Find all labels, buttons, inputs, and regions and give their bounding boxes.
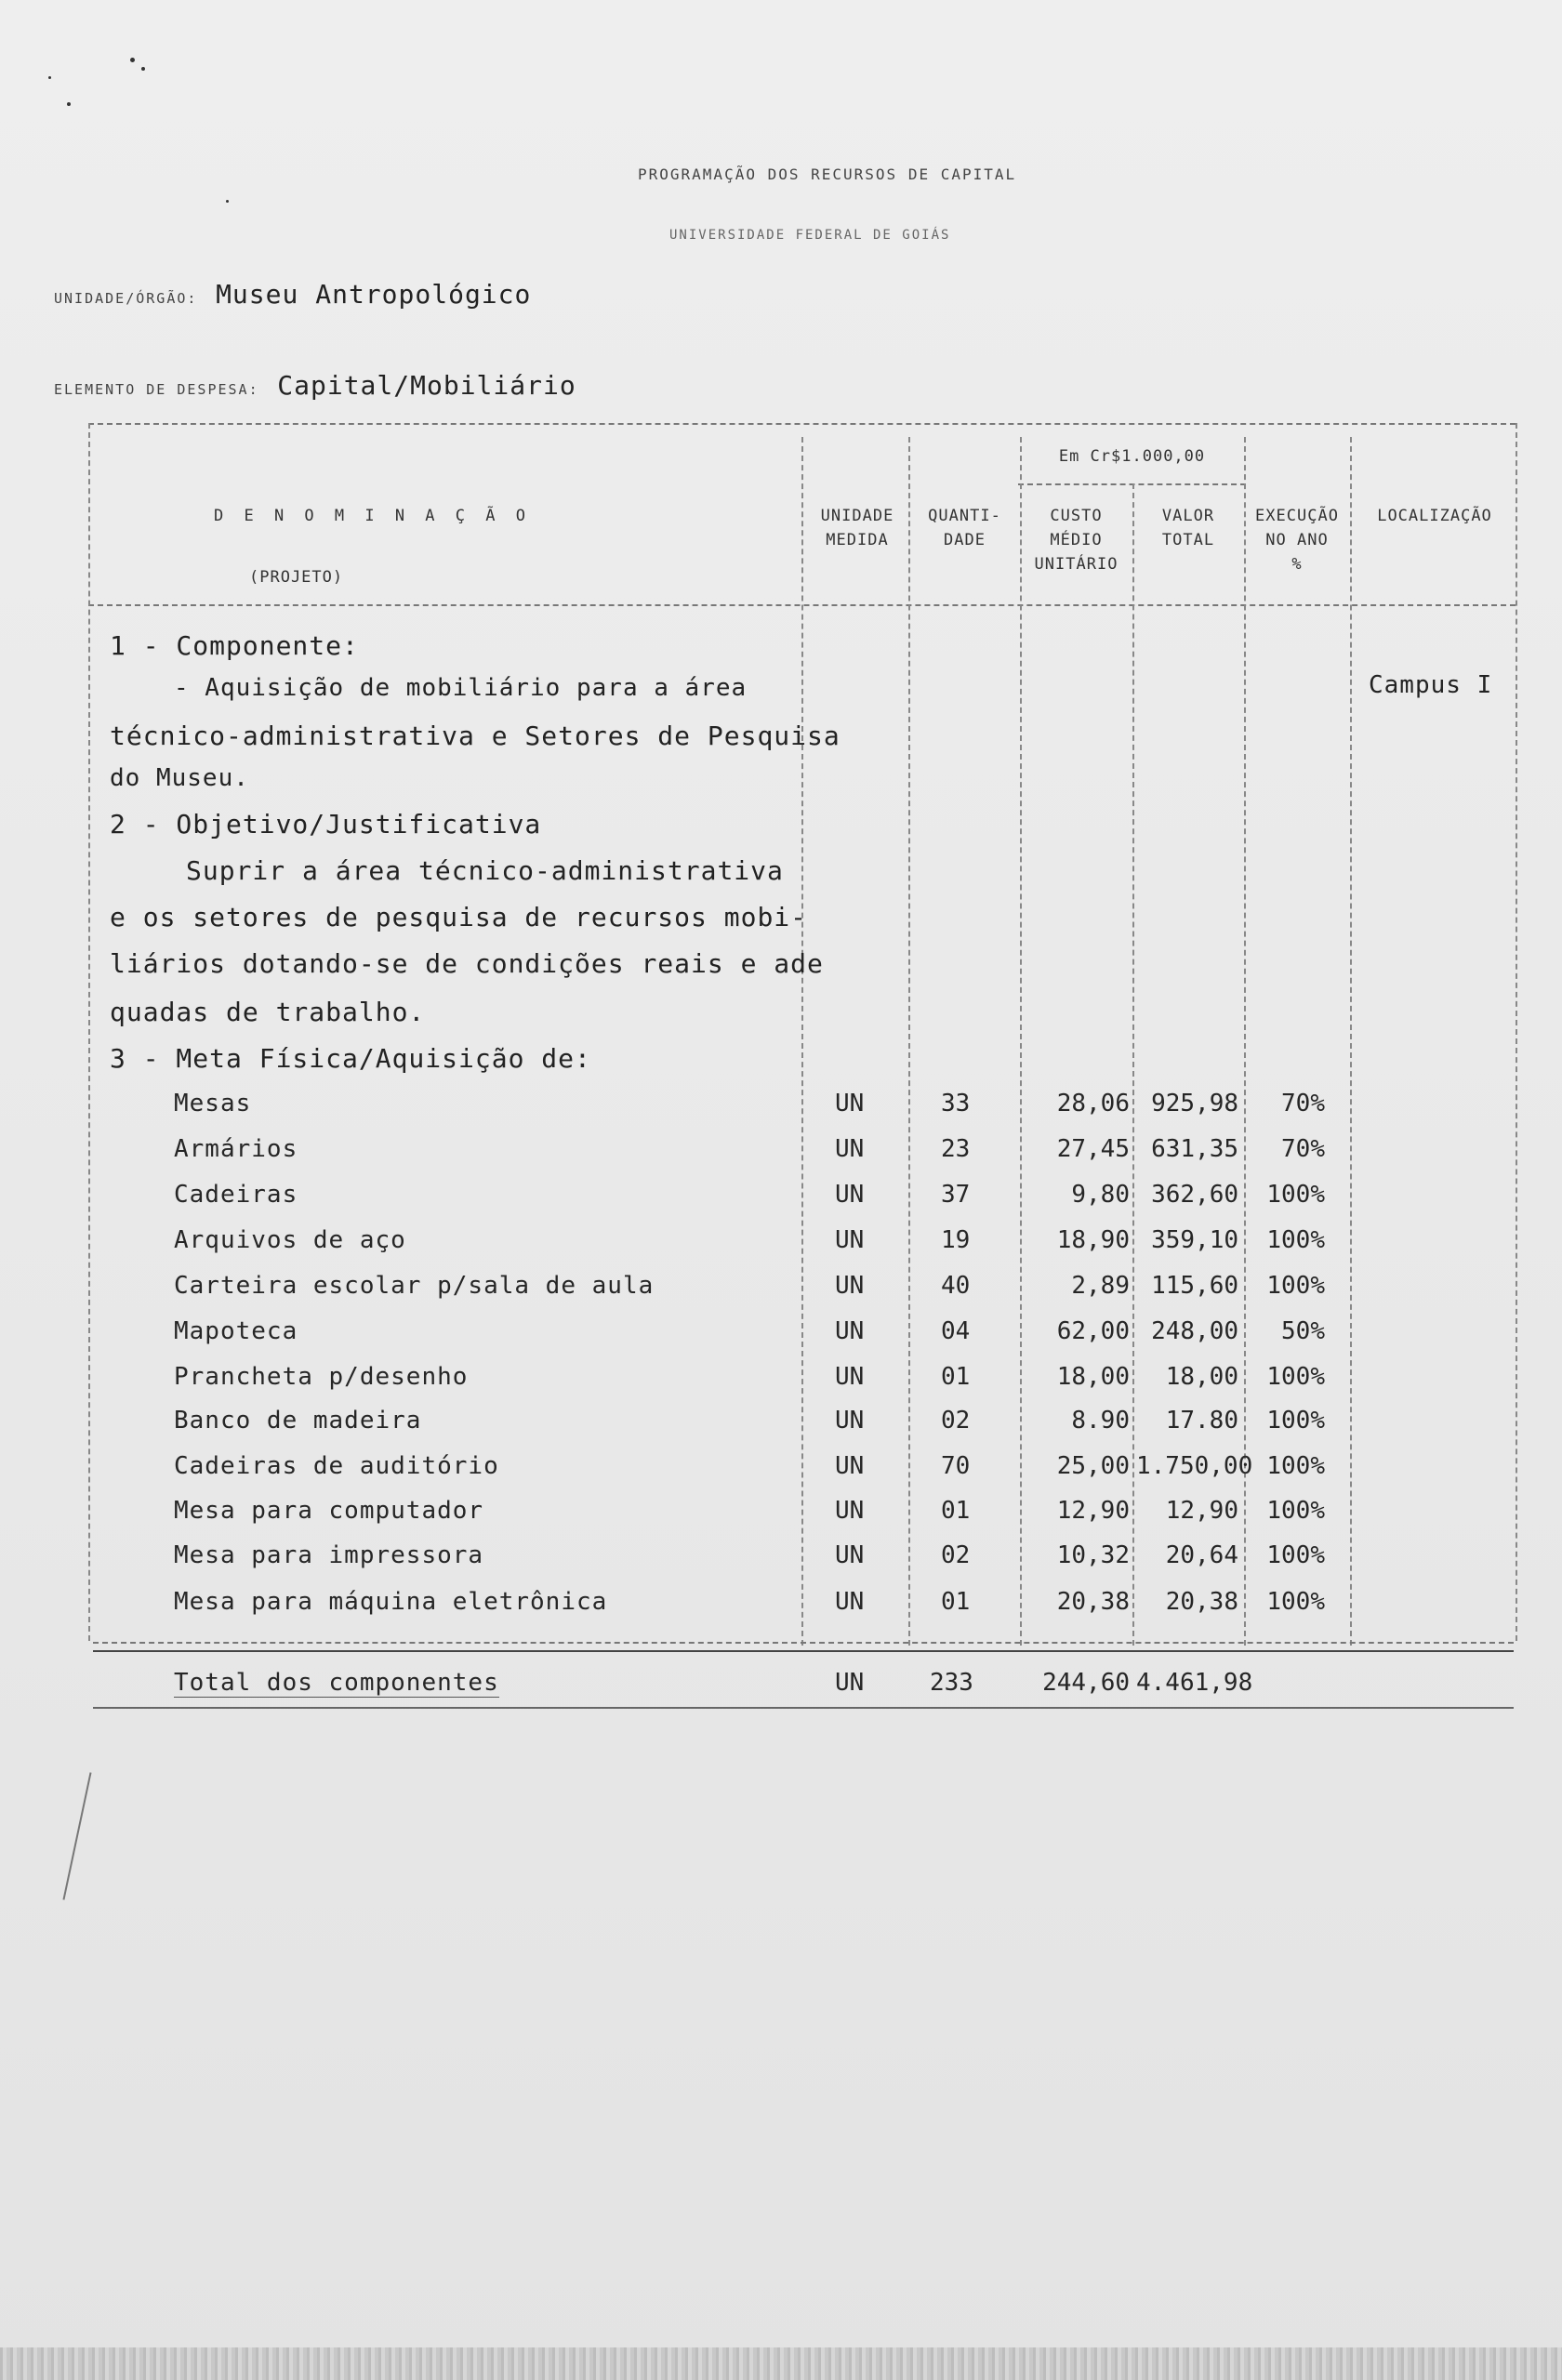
- item-cost: 27,45: [1056, 1135, 1130, 1163]
- item-total: 359,10: [1151, 1226, 1238, 1254]
- item-exec: 100%: [1266, 1541, 1325, 1569]
- item-exec: 70%: [1281, 1135, 1325, 1163]
- item-cost: 9,80: [1071, 1181, 1130, 1209]
- header-custo: [1023, 504, 1130, 576]
- item-total: 925,98: [1151, 1090, 1238, 1117]
- item-qty: 19: [941, 1226, 971, 1254]
- header-custo-line1: CUSTO: [1050, 507, 1103, 525]
- componente-line: técnico-administrativa e Setores de Pesquisa: [110, 721, 841, 751]
- header-localizacao: LOCALIZAÇÃO: [1377, 507, 1492, 525]
- doc-title: PROGRAMAÇÃO DOS RECURSOS DE CAPITAL: [638, 165, 1017, 183]
- item-name: Cadeiras de auditório: [174, 1452, 499, 1480]
- item-exec: 100%: [1266, 1407, 1325, 1435]
- item-cost: 18,90: [1056, 1226, 1130, 1254]
- header-denominacao: D E N O M I N A Ç Ã O: [214, 507, 531, 525]
- header-valor-line1: VALOR: [1161, 507, 1215, 525]
- item-qty: 37: [941, 1181, 971, 1209]
- item-exec: 100%: [1266, 1272, 1325, 1300]
- item-qty: 01: [941, 1363, 971, 1391]
- table-row: [0, 1497, 1562, 1534]
- header-projeto: (PROJETO): [249, 568, 344, 587]
- item-qty: 70: [941, 1452, 971, 1480]
- item-unit: UN: [835, 1317, 865, 1345]
- item-total: 12,90: [1165, 1497, 1238, 1525]
- item-qty: 33: [941, 1090, 971, 1117]
- total-label: Total dos componentes: [174, 1669, 499, 1697]
- item-name: Arquivos de aço: [174, 1226, 406, 1254]
- item-name: Mapoteca: [174, 1317, 298, 1345]
- table-row: [0, 1363, 1562, 1400]
- item-name: Armários: [174, 1135, 298, 1163]
- table-row: [0, 1452, 1562, 1489]
- table-row: [0, 1407, 1562, 1444]
- item-name: Mesas: [174, 1090, 252, 1117]
- item-name: Prancheta p/desenho: [174, 1363, 469, 1391]
- item-qty: 23: [941, 1135, 971, 1163]
- header-execucao-line1: EXECUÇÃO: [1255, 507, 1339, 525]
- item-cost: 25,00: [1056, 1452, 1130, 1480]
- item-unit: UN: [835, 1588, 865, 1616]
- table-row: [0, 1135, 1562, 1172]
- item-unit: UN: [835, 1363, 865, 1391]
- objetivo-line: quadas de trabalho.: [110, 997, 426, 1027]
- header-execucao: [1246, 504, 1348, 576]
- item-cost: 2,89: [1071, 1272, 1130, 1300]
- header-unidade-line2: MEDIDA: [826, 531, 889, 549]
- header-custo-line3: UNITÁRIO: [1034, 555, 1119, 574]
- table-row: [0, 1541, 1562, 1579]
- total-value: 4.461,98: [1136, 1669, 1253, 1697]
- item-unit: UN: [835, 1135, 865, 1163]
- table-row: [0, 1588, 1562, 1625]
- item-unit: UN: [835, 1452, 865, 1480]
- doc-subtitle: UNIVERSIDADE FEDERAL DE GOIÁS: [669, 228, 951, 243]
- total-qty: 233: [930, 1669, 973, 1697]
- header-execucao-line3: %: [1291, 555, 1303, 574]
- element-label: ELEMENTO DE DESPESA:: [54, 381, 259, 398]
- item-name: Mesa para impressora: [174, 1541, 484, 1569]
- item-total: 20,64: [1165, 1541, 1238, 1569]
- item-exec: 50%: [1281, 1317, 1325, 1345]
- item-total: 631,35: [1151, 1135, 1238, 1163]
- meta-title: 3 - Meta Física/Aquisição de:: [110, 1043, 591, 1074]
- item-name: Carteira escolar p/sala de aula: [174, 1272, 655, 1300]
- item-exec: 100%: [1266, 1588, 1325, 1616]
- objetivo-line: Suprir a área técnico-administrativa: [186, 855, 784, 886]
- item-qty: 04: [941, 1317, 971, 1345]
- scan-edge-strip: [0, 2347, 1562, 2380]
- total-separator-solid: [93, 1650, 1514, 1652]
- scan-speck: [67, 102, 71, 106]
- item-qty: 01: [941, 1588, 971, 1616]
- item-exec: 100%: [1266, 1497, 1325, 1525]
- scan-speck: [141, 67, 145, 71]
- item-cost: 18,00: [1056, 1363, 1130, 1391]
- element-value: Capital/Mobiliário: [277, 370, 576, 401]
- item-unit: UN: [835, 1497, 865, 1525]
- item-qty: 01: [941, 1497, 971, 1525]
- scan-speck: [130, 58, 135, 62]
- element-row: [54, 370, 576, 401]
- item-exec: 100%: [1266, 1226, 1325, 1254]
- item-name: Banco de madeira: [174, 1407, 422, 1435]
- item-exec: 100%: [1266, 1181, 1325, 1209]
- header-quantidade: [916, 504, 1013, 552]
- item-cost: 8.90: [1071, 1407, 1130, 1435]
- stray-pen-mark: [62, 1772, 91, 1899]
- table-row: [0, 1272, 1562, 1309]
- item-unit: UN: [835, 1226, 865, 1254]
- item-total: 1.750,00: [1136, 1452, 1253, 1480]
- componente-title: 1 - Componente:: [110, 630, 359, 661]
- item-qty: 02: [941, 1407, 971, 1435]
- table-row: [0, 1317, 1562, 1355]
- total-row: [0, 1669, 1562, 1706]
- unit-row: [54, 279, 531, 310]
- scan-speck: [226, 200, 229, 203]
- item-cost: 20,38: [1056, 1588, 1130, 1616]
- total-unit: UN: [835, 1669, 865, 1697]
- unit-value: Museu Antropológico: [216, 279, 532, 310]
- item-cost: 62,00: [1056, 1317, 1130, 1345]
- item-unit: UN: [835, 1181, 865, 1209]
- unit-label: UNIDADE/ÓRGÃO:: [54, 290, 198, 307]
- header-unidade: [811, 504, 904, 552]
- item-exec: 100%: [1266, 1452, 1325, 1480]
- table-row: [0, 1181, 1562, 1218]
- total-cost: 244,60: [1042, 1669, 1130, 1697]
- objetivo-title: 2 - Objetivo/Justificativa: [110, 809, 542, 840]
- item-name: Mesa para máquina eletrônica: [174, 1588, 608, 1616]
- item-cost: 12,90: [1056, 1497, 1130, 1525]
- item-total: 115,60: [1151, 1272, 1238, 1300]
- objetivo-line: e os setores de pesquisa de recursos mobi-: [110, 902, 808, 932]
- item-total: 362,60: [1151, 1181, 1238, 1209]
- item-exec: 70%: [1281, 1090, 1325, 1117]
- header-execucao-line2: NO ANO: [1265, 531, 1329, 549]
- componente-line: - Aquisição de mobiliário para a área: [174, 674, 748, 702]
- item-unit: UN: [835, 1407, 865, 1435]
- table-row: [0, 1226, 1562, 1263]
- header-valor: [1136, 504, 1240, 552]
- item-exec: 100%: [1266, 1363, 1325, 1391]
- item-total: 17.80: [1165, 1407, 1238, 1435]
- item-name: Mesa para computador: [174, 1497, 484, 1525]
- item-qty: 40: [941, 1272, 971, 1300]
- header-quantidade-line2: DADE: [944, 531, 986, 549]
- header-currency: Em Cr$1.000,00: [1058, 447, 1206, 466]
- item-unit: UN: [835, 1541, 865, 1569]
- scan-speck: [48, 76, 51, 79]
- item-unit: UN: [835, 1090, 865, 1117]
- componente-line: do Museu.: [110, 764, 249, 792]
- table-top-border: [88, 423, 1516, 425]
- header-valor-line2: TOTAL: [1161, 531, 1215, 549]
- header-unidade-line1: UNIDADE: [820, 507, 894, 525]
- item-qty: 02: [941, 1541, 971, 1569]
- table-row: [0, 1090, 1562, 1127]
- item-cost: 10,32: [1056, 1541, 1130, 1569]
- header-quantidade-line1: QUANTI-: [928, 507, 1001, 525]
- item-total: 248,00: [1151, 1317, 1238, 1345]
- item-total: 20,38: [1165, 1588, 1238, 1616]
- item-unit: UN: [835, 1272, 865, 1300]
- localizacao-value: Campus I: [1369, 671, 1493, 699]
- table-bottom-border: [93, 1707, 1514, 1709]
- total-separator: [93, 1642, 1514, 1644]
- item-name: Cadeiras: [174, 1181, 298, 1209]
- item-cost: 28,06: [1056, 1090, 1130, 1117]
- objetivo-line: liários dotando-se de condições reais e ade: [110, 948, 824, 979]
- item-total: 18,00: [1165, 1363, 1238, 1391]
- header-custo-line2: MÉDIO: [1050, 531, 1103, 549]
